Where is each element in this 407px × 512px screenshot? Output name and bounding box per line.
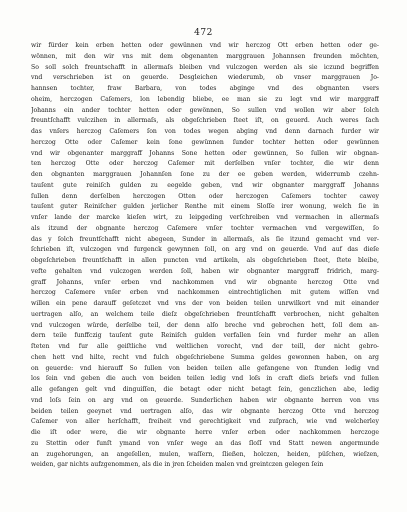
text-line: an zugehorungen, an angeſellen, mulen, waſſern, ſließen, holczen, heiden, püſchen, wieſzen, bbox=[31, 450, 379, 458]
text-line: obgeſchrieben freuntſchafft in allen puncten vnd artikeln, als obgeſchrieben ſteet, ſtete bleibe, bbox=[31, 257, 379, 264]
text-line: vnd loſs ſein on arg vnd on geuerde. Sunderlichen haben wir obgnante herren von vns bbox=[31, 396, 379, 404]
text-line: beiden teilen geeynet vnd uertragen alſo, das wir obgnante herczog Otte vnd herczog bbox=[31, 407, 379, 415]
text-line: das vnſers herczog Caſemers ſon von todes wegen abging vnd denn darnach furder wir bbox=[31, 128, 379, 135]
text-line: weiden, gar nichts aufzgenommen, als die in jren ſcheiden malen vnd greintczen gelegen ſein bbox=[31, 461, 324, 469]
text-line: ſteten vnd fur alle geiſtliche vnd weltlichen vorecht, vnd der teill, der nicht gebro- bbox=[31, 343, 379, 350]
text-line: uertragen alſo, an welchem teile dieſz obgeſchrieben freuntſchafft verbrochen, nicht gehalten bbox=[31, 310, 379, 318]
text-line: Caſemer von aller herſchafft, freiheit vnd gerechtigkeit vnd zuſprach, wie vnd welcherley bbox=[31, 418, 379, 426]
text-line: wönnen, mit den wir vns mit dem obgenanten marggrauen Johannsen freunden möchten, bbox=[31, 52, 379, 60]
text-line: tauſent guter Reiniſcher gulden jerlicher Renthe mit einem Sloſſe irer wonung, welch ſie in bbox=[31, 203, 379, 211]
text-line: on geuerde: vnd hierauff So ſullen von beiden teilen alle gefangene von ſtunden ledig vnd bbox=[31, 364, 379, 372]
text-line: willen ein pene darauff geſetczet vnd vns der von beiden teilen unrwilkort vnd mit einander bbox=[31, 300, 379, 307]
text-line: vnd vulczogen würde, derſelbe teil, der denn alſo breche vnd gebrochen hett, ſoll dem an- bbox=[31, 321, 379, 329]
text-line: So soll solch freuntschafft in allermaſs bleiben vnd vulczogen werden als sie iczund begriffen bbox=[31, 63, 379, 71]
text-line: den obgnanten marggrauen Johannſen ſone zu der ee geben werden, widerrumb czehn- bbox=[31, 171, 379, 178]
text-line: hannsen tochter, fraw Barbara, von todes abginge vnd des obgnanten vsers bbox=[31, 85, 379, 92]
text-line: vnſer lande der marcke kieſen wirt, zu leipgeding verſchreiben vnd vermachen in allermaſs bbox=[31, 214, 379, 221]
text-line: als itzund der obgnante herczog Caſemere vnſer tochter vermachen vnd vergewiſſen, ſo bbox=[31, 224, 379, 232]
text-line: oheim, herczogen Caſemers, lon lebendig bliebe, ee man sie zu legt vnd wir marggraff bbox=[31, 95, 379, 103]
text-line: herczog Caſemere vnſer erben vnd nachkommen eintrechtiglichen mit gutem wiſſen vnd bbox=[31, 289, 379, 297]
text-line: vnd verschrieben ist on geuerde. Desgleichen wiederumb, ob vnser marggrauen Jo- bbox=[31, 74, 379, 82]
text-line: chen hett vnd hilte, recht vnd fulch obgeſchriebene Summa geldes gewonnen haben, on arg bbox=[31, 353, 379, 361]
text-line: ſchrieben iſt, vulczogen vnd furgenck gewynnen ſoll, on arg vnd on geuerde. Vnd auf das dieſe bbox=[31, 246, 379, 254]
text-line: freuntſchafft vulczihen in allermaſs, als obgeſchrieben ſteet iſt, on geuerd. Auch weres ſach bbox=[31, 117, 379, 125]
text-line: ten herczog Otte oder herczog Caſemer mit derſelben vnſer tochter, die wir denn bbox=[31, 160, 379, 168]
text-line: dern teile funffczig tauſent gute Reiniſch gulden verfallen ſein vnd furder mehr an allen bbox=[31, 332, 379, 340]
text-line: ſullen denn derſelben herczogen Otten oder herczogen Caſemers tochter cawey bbox=[31, 192, 379, 200]
text-line: wir fürder kein erben hetten oder gewünnen vnd wir herczog Ott erben hetten oder ge- bbox=[31, 42, 379, 49]
text-line: herczog Otte oder Caſemer kein ſone gewünnen ſunder tochter hetten oder gewünnen bbox=[31, 138, 379, 146]
body-text bbox=[31, 41, 379, 471]
text-line: alle gefangen gelt vnd dinguiſſen, die betagt oder nicht betagt ſein, genczlichen abe, ledig bbox=[31, 386, 379, 393]
text-line: zu Stettin oder funſt ymand von vnſer wege an das ſloſſ vnd Statt newen angermunde bbox=[31, 439, 379, 447]
text-line: los ſein vnd geben die auch von beiden teilen ledig vnd loſs in craft dieſs briefs vnd ſullen bbox=[31, 375, 379, 383]
text-line: tauſent gute reiniſch gulden zu eegelde geben, vnd wir obgnanter marggraff Johanns bbox=[31, 181, 379, 189]
text-line: Johanns ein ander tochter hetten oder gewönnen, So sullen vnd wollen wir aber ſolch bbox=[31, 106, 379, 114]
text-line: das y ſolch freuntſchafft nicht abegeen, Sunder in allermaſs, als ſie itzund gemacht vnd ver- bbox=[31, 235, 379, 243]
text-line: vefte gehalten vnd vulczogen werden ſoll, haben wir obgnanter marggraff fridrich, marg- bbox=[31, 267, 379, 275]
page-number: 472 bbox=[194, 28, 213, 38]
text-line: die iſt oder were, die wir obgnante herre vnſer erben oder nachkommen herczoge bbox=[31, 429, 379, 436]
text-line: vnd wir obgenanter marggraff Johanns Sone hetten oder gewünnen, So ſullen wir obgnan- bbox=[31, 149, 379, 157]
text-line: graff Johanns, vnſer erben vnd nachkommen vnd wir obgnante herczog Otte vnd bbox=[31, 278, 379, 286]
